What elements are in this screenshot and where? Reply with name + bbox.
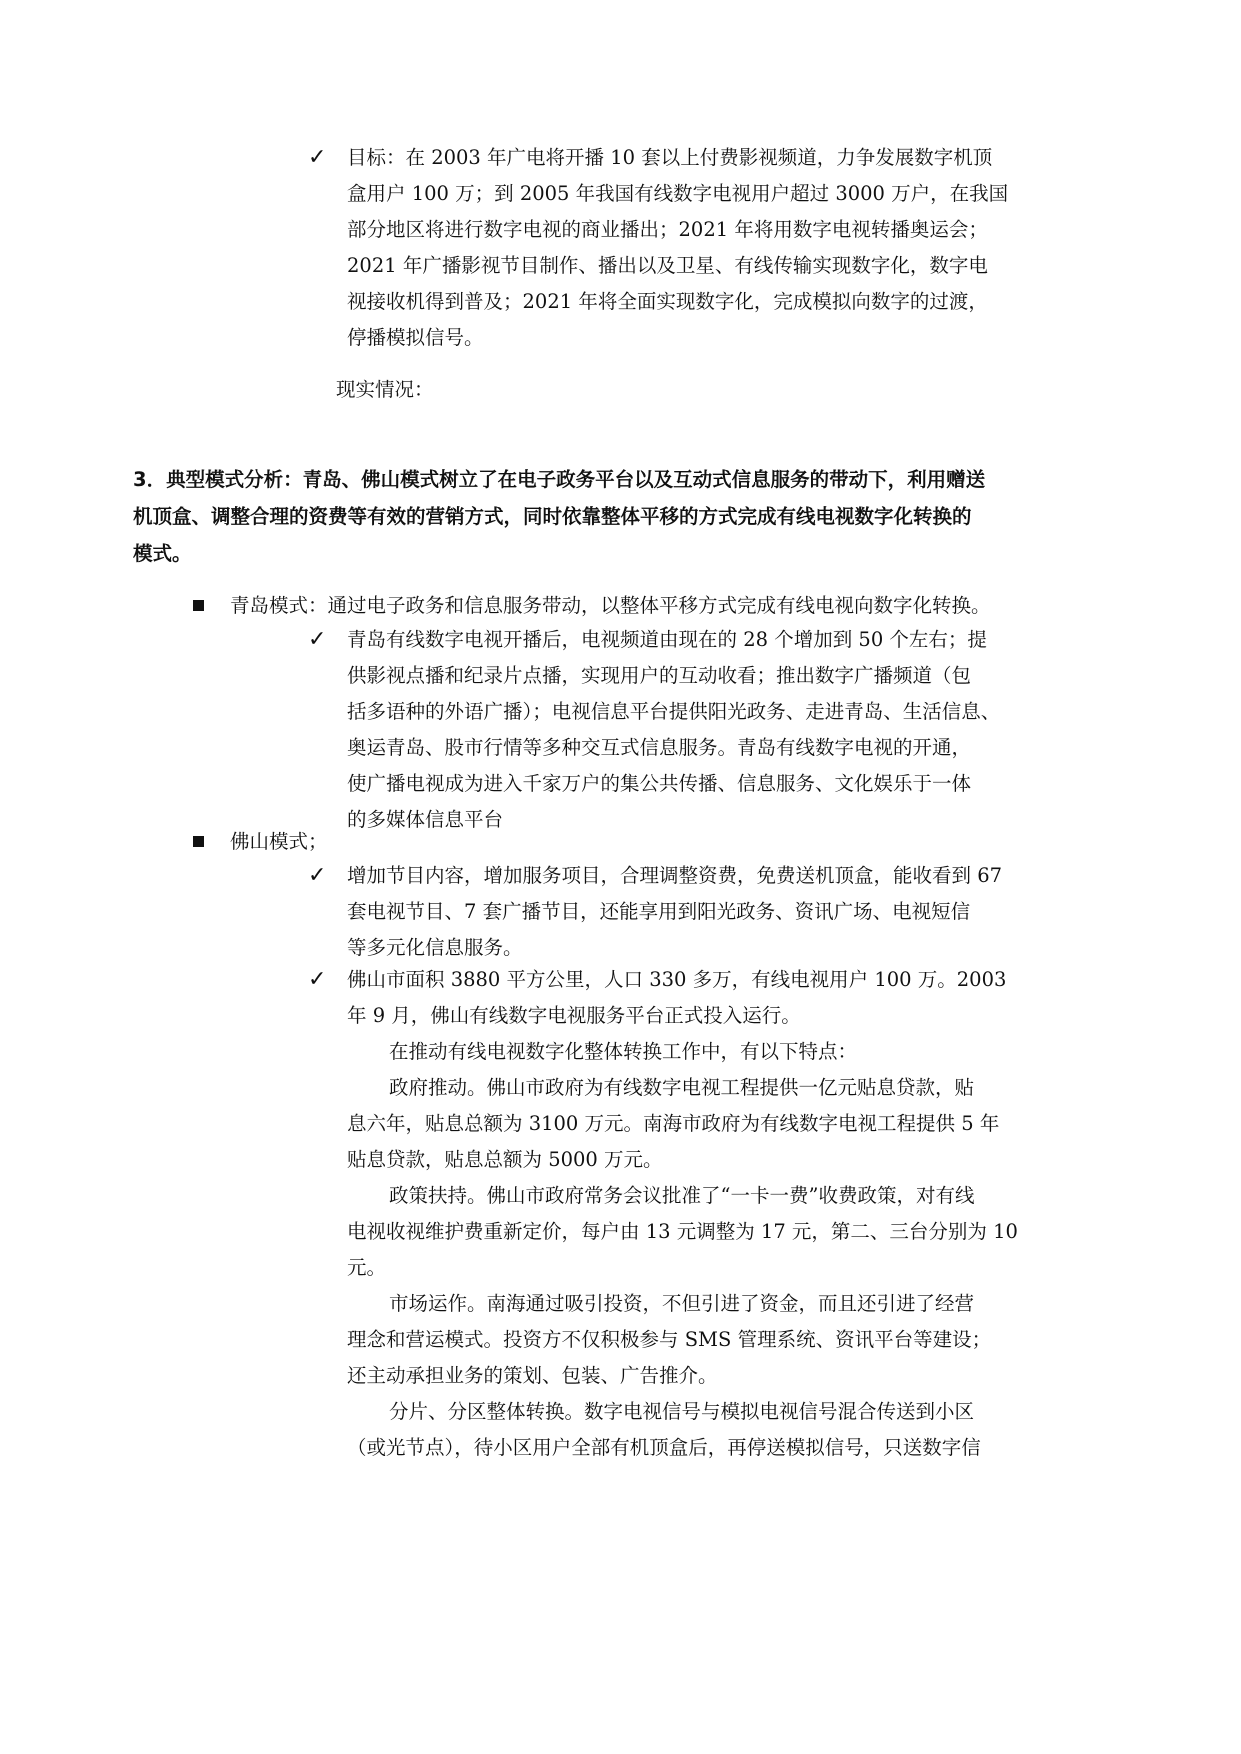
text-line: 政府推动。佛山市政府为有线数字电视工程提供一亿元贴息贷款，贴 — [389, 1076, 975, 1099]
check-mark-icon: ✓ — [308, 967, 327, 992]
text-line: 政策扶持。佛山市政府常务会议批准了“一卡一费”收费政策，对有线 — [389, 1184, 975, 1207]
text-line: 套电视节目、7 套广播节目，还能享用到阳光政务、资讯广场、电视短信 — [347, 900, 971, 923]
heading-line: 模式。 — [133, 542, 192, 565]
text-line: 目标：在 2003 年广电将开播 10 套以上付费影视频道，力争发展数字机顶 — [347, 146, 993, 169]
check-mark-icon: ✓ — [308, 145, 327, 170]
qingdao-detail — [347, 622, 1000, 838]
heading-line: 机顶盒、调整合理的资费等有效的营销方式，同时依靠整体平移的方式完成有线电视数字化转换的 — [133, 505, 972, 528]
text-line: 2021 年广播影视节目制作、播出以及卫星、有线传输实现数字化，数字电 — [347, 254, 988, 277]
features-intro: 在推动有线电视数字化整体转换工作中，有以下特点： — [389, 1040, 858, 1063]
text-line: 供影视点播和纪录片点播，实现用户的互动收看；推出数字广播频道（包 — [347, 664, 972, 687]
text-line: 息六年，贴息总额为 3100 万元。南海市政府为有线数字电视工程提供 5 年 — [347, 1112, 1000, 1135]
reality-label: 现实情况： — [336, 378, 434, 401]
check-mark-icon: ✓ — [308, 863, 327, 888]
text-line: （或光节点），待小区用户全部有机顶盒后，再停送模拟信号，只送数字信 — [347, 1436, 981, 1459]
foshan-features — [347, 1034, 1018, 1466]
text-line: 视接收机得到普及；2021 年将全面实现数字化，完成模拟向数字的过渡， — [347, 290, 988, 313]
section-heading — [133, 461, 985, 572]
text-line: 增加节目内容，增加服务项目，合理调整资费，免费送机顶盒，能收看到 67 — [347, 864, 1003, 887]
text-line: 电视收视维护费重新定价，每户由 13 元调整为 17 元，第二、三台分别为 10 — [347, 1220, 1018, 1243]
text-line: 青岛有线数字电视开播后，电视频道由现在的 28 个增加到 50 个左右；提 — [347, 628, 987, 651]
text-line: 佛山市面积 3880 平方公里，人口 330 多万，有线电视用户 100 万。2003 — [347, 968, 1007, 991]
text-line: 年 9 月，佛山有线数字电视服务平台正式投入运行。 — [347, 1004, 801, 1027]
text-line: 等多元化信息服务。 — [347, 936, 523, 959]
qingdao-title: 青岛模式：通过电子政务和信息服务带动，以整体平移方式完成有线电视向数字化转换。 — [230, 594, 991, 617]
text-line: 停播模拟信号。 — [347, 326, 484, 349]
goal-item — [347, 140, 1008, 356]
heading-line: 3．典型模式分析：青岛、佛山模式树立了在电子政务平台以及互动式信息服务的带动下，利用赠送 — [133, 468, 986, 491]
foshan-detail-1 — [347, 858, 1002, 966]
text-line: 还主动承担业务的策划、包装、广告推介。 — [347, 1364, 718, 1387]
square-bullet-icon — [193, 836, 204, 847]
text-line: 贴息贷款，贴息总额为 5000 万元。 — [347, 1148, 663, 1171]
foshan-title: 佛山模式； — [230, 830, 328, 853]
text-line: 的多媒体信息平台 — [347, 808, 504, 831]
text-line: 市场运作。南海通过吸引投资，不但引进了资金，而且还引进了经营 — [389, 1292, 975, 1315]
text-line: 括多语种的外语广播）；电视信息平台提供阳光政务、走进青岛、生活信息、 — [347, 700, 1001, 723]
text-line: 奥运青岛、股市行情等多种交互式信息服务。青岛有线数字电视的开通， — [347, 736, 972, 759]
text-line: 部分地区将进行数字电视的商业播出；2021 年将用数字电视转播奥运会； — [347, 218, 988, 241]
text-line: 分片、分区整体转换。数字电视信号与模拟电视信号混合传送到小区 — [389, 1400, 975, 1423]
text-line: 理念和营运模式。投资方不仅积极参与 SMS 管理系统、资讯平台等建设； — [347, 1328, 992, 1351]
square-bullet-icon — [193, 600, 204, 611]
foshan-detail-2 — [347, 962, 1006, 1034]
text-line: 盒用户 100 万；到 2005 年我国有线数字电视用户超过 3000 万户，在我国 — [347, 182, 1009, 205]
text-line: 使广播电视成为进入千家万户的集公共传播、信息服务、文化娱乐于一体 — [347, 772, 972, 795]
check-mark-icon: ✓ — [308, 627, 327, 652]
text-line: 元。 — [347, 1256, 387, 1279]
